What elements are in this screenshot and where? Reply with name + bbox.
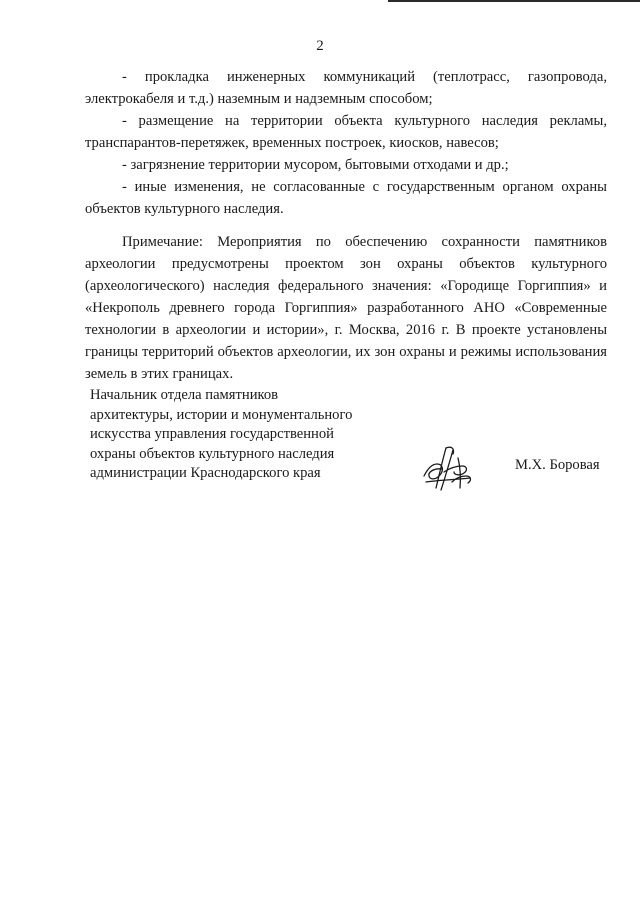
position-line: охраны объектов культурного наследия <box>90 445 335 462</box>
prohibited-actions-list <box>85 66 607 220</box>
list-item: - загрязнение территории мусором, бытовыми отходами и др.; <box>122 157 509 173</box>
note-paragraph: Примечание: Мероприятия по обеспечению сохранности памятников археологии предусмотрены проектом зон охраны объектов культурного (археологического) наследия федерального значения: «Городище Горгиппия» и «Некрополь древнего города Горгиппия» разработанного АНО «Современные технологии в археологии и истории», г. Москва, 2016 г. В проекте установлены границы территорий объектов археологии, их зон охраны и режимы использования земель в этих границах. <box>85 234 607 382</box>
position-line: администрации Краснодарского края <box>90 465 321 481</box>
handwritten-signature-icon <box>418 442 476 496</box>
top-edge-rule <box>388 0 640 2</box>
signer-name: М.Х. Боровая <box>515 457 600 473</box>
signatory-position <box>90 386 390 484</box>
position-line: Начальник отдела памятников <box>90 387 279 403</box>
note-section <box>85 231 607 385</box>
position-line: архитектуры, истории и монументального <box>90 406 353 423</box>
page-number: 2 <box>316 38 324 54</box>
list-item: - иные изменения, не согласованные с государственным органом охраны объектов культурного наследия. <box>85 179 607 217</box>
list-item: - размещение на территории объекта культурного наследия рекламы, транспарантов-перетяжек, временных построек, киосков, навесов; <box>85 113 607 151</box>
list-item: - прокладка инженерных коммуникаций (теплотрасс, газопровода, электрокабеля и т.д.) наземным и надземным способом; <box>85 69 607 107</box>
position-line: искусства управления государственной <box>90 426 334 442</box>
